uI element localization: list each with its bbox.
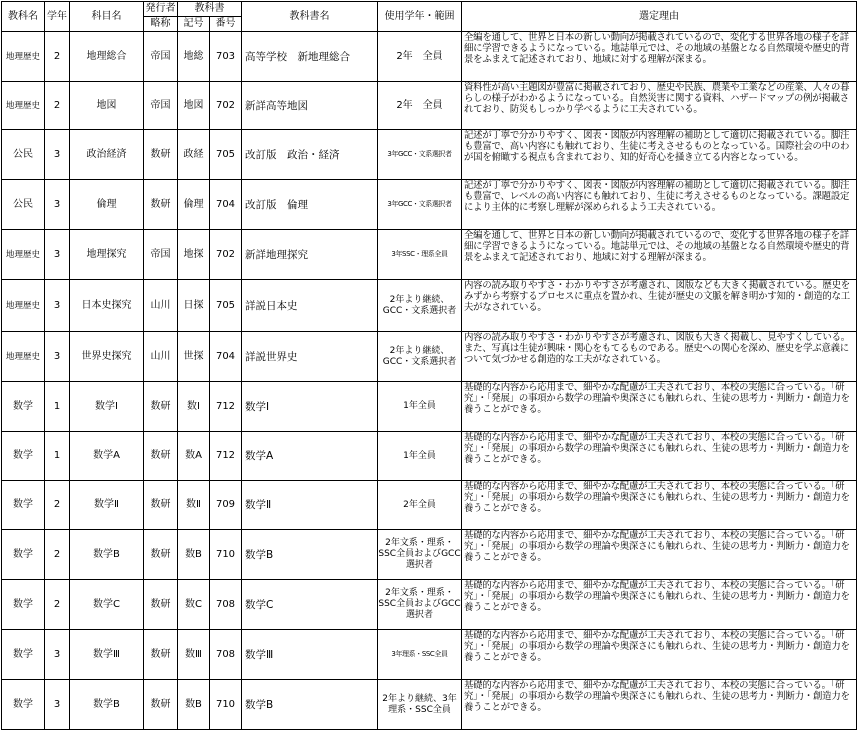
usage-cell: 2年文系・理系・SSC全員およびGCC選択者 [378, 530, 462, 580]
usage-cell: 3年GCC・文系選択者 [378, 180, 462, 230]
table-row [2, 530, 857, 580]
reason-cell: 資料性が高い主題図が豊富に掲載されており、歴史や民族、農業や工業などの産業、人々の暮らしの様子がわかるようになっている。自然災害に関する資料、ハザードマップの例が掲載されており、防災もしっかり学べるように工夫されている。 [462, 82, 857, 130]
number-cell: 709 [210, 481, 242, 530]
course-cell: 数学B [70, 680, 144, 730]
table-row [2, 230, 857, 280]
publisher-cell: 帝国 [144, 32, 178, 82]
code-cell: 地総 [178, 32, 210, 82]
usage-cell: 2年より継続、GCC・文系選択者 [378, 332, 462, 382]
course-cell: 数学Ⅰ [70, 382, 144, 432]
book-title-cell: 新詳地理探究 [242, 230, 378, 280]
code-cell: 数Ⅰ [178, 382, 210, 432]
book-title-cell: 高等学校 新地理総合 [242, 32, 378, 82]
course-cell: 倫理 [70, 180, 144, 230]
grade-cell: 3 [45, 230, 70, 280]
publisher-cell: 帝国 [144, 230, 178, 280]
usage-cell: 3年SSC・理系全員 [378, 230, 462, 280]
publisher-cell: 数研 [144, 680, 178, 730]
header-grade: 学年 [45, 2, 70, 32]
grade-cell: 3 [45, 180, 70, 230]
code-cell: 地図 [178, 82, 210, 130]
publisher-cell: 数研 [144, 130, 178, 180]
table-row [2, 332, 857, 382]
code-cell: 日探 [178, 280, 210, 332]
book-title-cell: 新詳高等地図 [242, 82, 378, 130]
book-title-cell: 数学Ⅲ [242, 630, 378, 680]
book-title-cell: 数学B [242, 530, 378, 580]
subject-cell: 地理歴史 [2, 32, 45, 82]
publisher-cell: 数研 [144, 382, 178, 432]
subject-cell: 公民 [2, 130, 45, 180]
grade-cell: 3 [45, 630, 70, 680]
number-cell: 703 [210, 32, 242, 82]
number-cell: 705 [210, 130, 242, 180]
publisher-cell: 山川 [144, 280, 178, 332]
book-title-cell: 数学Ⅱ [242, 481, 378, 530]
number-cell: 702 [210, 82, 242, 130]
reason-cell: 基礎的な内容から応用まで、細やかな配慮が工夫されており、本校の実態に合っている。「研究」・「発展」の事項から数学の理論や奥深さにも触れられ、生徒の思考力・判断力・創造力を養うことができる。 [462, 432, 857, 481]
header-usage: 使用学年・範囲 [378, 2, 462, 32]
code-cell: 政経 [178, 130, 210, 180]
number-cell: 710 [210, 680, 242, 730]
usage-cell: 3年理系・SSC全員 [378, 630, 462, 680]
reason-cell: 内容の読み取りやすさ・わかりやすさが考慮され、図版なども大きく掲載されている。歴史をみずから考察するプロセスに重点を置かれ、生徒が歴史の文脈を解き明かす知的・創造的な工夫がなされている。 [462, 280, 857, 332]
header-subject: 教科名 [2, 2, 45, 32]
publisher-cell: 数研 [144, 530, 178, 580]
subject-cell: 数学 [2, 630, 45, 680]
code-cell: 数B [178, 530, 210, 580]
publisher-cell: 数研 [144, 580, 178, 630]
course-cell: 政治経済 [70, 130, 144, 180]
usage-cell: 2年より継続、3年理系・SSC全員 [378, 680, 462, 730]
subject-cell: 数学 [2, 432, 45, 481]
subject-cell: 地理歴史 [2, 332, 45, 382]
book-title-cell: 数学A [242, 432, 378, 481]
table-row [2, 382, 857, 432]
course-cell: 数学Ⅲ [70, 630, 144, 680]
book-title-cell: 改訂版 政治・経済 [242, 130, 378, 180]
number-cell: 708 [210, 580, 242, 630]
course-cell: 数学Ⅱ [70, 481, 144, 530]
grade-cell: 3 [45, 332, 70, 382]
grade-cell: 3 [45, 680, 70, 730]
table-row [2, 580, 857, 630]
book-title-cell: 数学Ⅰ [242, 382, 378, 432]
number-cell: 712 [210, 432, 242, 481]
book-title-cell: 数学B [242, 680, 378, 730]
course-cell: 世界史探究 [70, 332, 144, 382]
course-cell: 地図 [70, 82, 144, 130]
reason-cell: 基礎的な内容から応用まで、細やかな配慮が工夫されており、本校の実態に合っている。「研究」・「発展」の事項から数学の理論や奥深さにも触れられ、生徒の思考力・判断力・創造力を養うことができる。 [462, 382, 857, 432]
publisher-cell: 数研 [144, 630, 178, 680]
book-title-cell: 詳説世界史 [242, 332, 378, 382]
reason-cell: 基礎的な内容から応用まで、細やかな配慮が工夫されており、本校の実態に合っている。「研究」・「発展」の事項から数学の理論や奥深さにも触れられ、生徒の思考力・判断力・創造力を養うことができる。 [462, 630, 857, 680]
table-row [2, 280, 857, 332]
publisher-cell: 帝国 [144, 82, 178, 130]
subject-cell: 地理歴史 [2, 230, 45, 280]
number-cell: 710 [210, 530, 242, 580]
subject-cell: 公民 [2, 180, 45, 230]
course-cell: 地理探究 [70, 230, 144, 280]
header-textbook: 教科書 [178, 2, 242, 17]
subject-cell: 数学 [2, 580, 45, 630]
subject-cell: 地理歴史 [2, 280, 45, 332]
code-cell: 世探 [178, 332, 210, 382]
textbook-selection-table [1, 1, 857, 730]
number-cell: 705 [210, 280, 242, 332]
code-cell: 数Ⅲ [178, 630, 210, 680]
reason-cell: 基礎的な内容から応用まで、細やかな配慮が工夫されており、本校の実態に合っている。「研究」・「発展」の事項から数学の理論や奥深さにも触れられ、生徒の思考力・判断力・創造力を養うことができる。 [462, 580, 857, 630]
table-row [2, 680, 857, 730]
code-cell: 数B [178, 680, 210, 730]
header-textbook-code: 記号 [178, 17, 210, 32]
table-row [2, 32, 857, 82]
code-cell: 倫理 [178, 180, 210, 230]
number-cell: 702 [210, 230, 242, 280]
code-cell: 数A [178, 432, 210, 481]
publisher-cell: 数研 [144, 432, 178, 481]
course-cell: 数学B [70, 530, 144, 580]
reason-cell: 基礎的な内容から応用まで、細やかな配慮が工夫されており、本校の実態に合っている。「研究」・「発展」の事項から数学の理論や奥深さにも触れられ、生徒の思考力・判断力・創造力を養うことができる。 [462, 530, 857, 580]
grade-cell: 3 [45, 130, 70, 180]
course-cell: 日本史探究 [70, 280, 144, 332]
grade-cell: 2 [45, 82, 70, 130]
reason-cell: 基礎的な内容から応用まで、細やかな配慮が工夫されており、本校の実態に合っている。「研究」・「発展」の事項から数学の理論や奥深さにも触れられ、生徒の思考力・判断力・創造力を養うことができる。 [462, 481, 857, 530]
reason-cell: 内容の読み取りやすさ・わかりやすさが考慮され、図版も大きく掲載し、見やすくしている。また、写真は生徒が興味・関心をもてるものである。歴史への関心を深め、歴史を学ぶ意義について気づかせる創造的な工夫がなされている。 [462, 332, 857, 382]
table-row [2, 481, 857, 530]
reason-cell: 全編を通して、世界と日本の新しい動向が掲載されているので、変化する世界各地の様子を詳細に学習できるようになっている。地誌単元では、その地域の基盤となる自然環境や歴史的背景をふまえて記述されており、地域に対する理解が深まる。 [462, 230, 857, 280]
usage-cell: 1年全員 [378, 432, 462, 481]
number-cell: 704 [210, 332, 242, 382]
header-book-name: 教科書名 [242, 2, 378, 32]
usage-cell: 2年より継続、GCC・文系選択者 [378, 280, 462, 332]
reason-cell: 全編を通して、世界と日本の新しい動向が掲載されているので、変化する世界各地の様子を詳細に学習できるようになっている。地誌単元では、その地域の基盤となる自然環境や歴史的背景をふまえて記述されており、地域に対する理解が深まる。 [462, 32, 857, 82]
reason-cell: 記述が丁寧で分かりやすく、図表・図版が内容理解の補助として適切に掲載されている。脚注も豊富で、レベルの高い内容にも触れており、生徒に考えさせるものとなっている。課題設定により主体的に考察し理解が深められるよう工夫されている。 [462, 180, 857, 230]
reason-cell: 基礎的な内容から応用まで、細やかな配慮が工夫されており、本校の実態に合っている。「研究」・「発展」の事項から数学の理論や奥深さにも触れられ、生徒の思考力・判断力・創造力を養うことができる。 [462, 680, 857, 730]
course-cell: 地理総合 [70, 32, 144, 82]
table-row [2, 130, 857, 180]
grade-cell: 2 [45, 580, 70, 630]
subject-cell: 数学 [2, 680, 45, 730]
grade-cell: 2 [45, 32, 70, 82]
subject-cell: 数学 [2, 530, 45, 580]
header-textbook-number: 番号 [210, 17, 242, 32]
subject-cell: 数学 [2, 481, 45, 530]
table-row [2, 630, 857, 680]
code-cell: 地探 [178, 230, 210, 280]
usage-cell: 2年全員 [378, 481, 462, 530]
publisher-cell: 数研 [144, 180, 178, 230]
course-cell: 数学A [70, 432, 144, 481]
header-reason: 選定理由 [462, 2, 857, 32]
header-publisher-abbr: 略称 [144, 17, 178, 32]
table-row [2, 180, 857, 230]
number-cell: 704 [210, 180, 242, 230]
usage-cell: 1年全員 [378, 382, 462, 432]
subject-cell: 数学 [2, 382, 45, 432]
publisher-cell: 数研 [144, 481, 178, 530]
table-row [2, 432, 857, 481]
subject-cell: 地理歴史 [2, 82, 45, 130]
usage-cell: 2年 全員 [378, 32, 462, 82]
book-title-cell: 改訂版 倫理 [242, 180, 378, 230]
grade-cell: 2 [45, 481, 70, 530]
table-row [2, 82, 857, 130]
grade-cell: 1 [45, 382, 70, 432]
publisher-cell: 山川 [144, 332, 178, 382]
number-cell: 712 [210, 382, 242, 432]
usage-cell: 3年GCC・文系選択者 [378, 130, 462, 180]
code-cell: 数C [178, 580, 210, 630]
usage-cell: 2年文系・理系・SSC全員およびGCC選択者 [378, 580, 462, 630]
reason-cell: 記述が丁寧で分かりやすく、図表・図版が内容理解の補助として適切に掲載されている。脚注も豊富で、高い内容にも触れており、生徒に考えさせるものとなっている。国際社会の中のわが国を俯瞰する視点も含まれており、知的好奇心を掻き立てる内容となっている。 [462, 130, 857, 180]
book-title-cell: 詳説日本史 [242, 280, 378, 332]
header-publisher: 発行者 [144, 2, 178, 17]
number-cell: 708 [210, 630, 242, 680]
code-cell: 数Ⅱ [178, 481, 210, 530]
grade-cell: 3 [45, 280, 70, 332]
grade-cell: 1 [45, 432, 70, 481]
book-title-cell: 数学C [242, 580, 378, 630]
header-course: 科目名 [70, 2, 144, 32]
usage-cell: 2年 全員 [378, 82, 462, 130]
course-cell: 数学C [70, 580, 144, 630]
grade-cell: 2 [45, 530, 70, 580]
